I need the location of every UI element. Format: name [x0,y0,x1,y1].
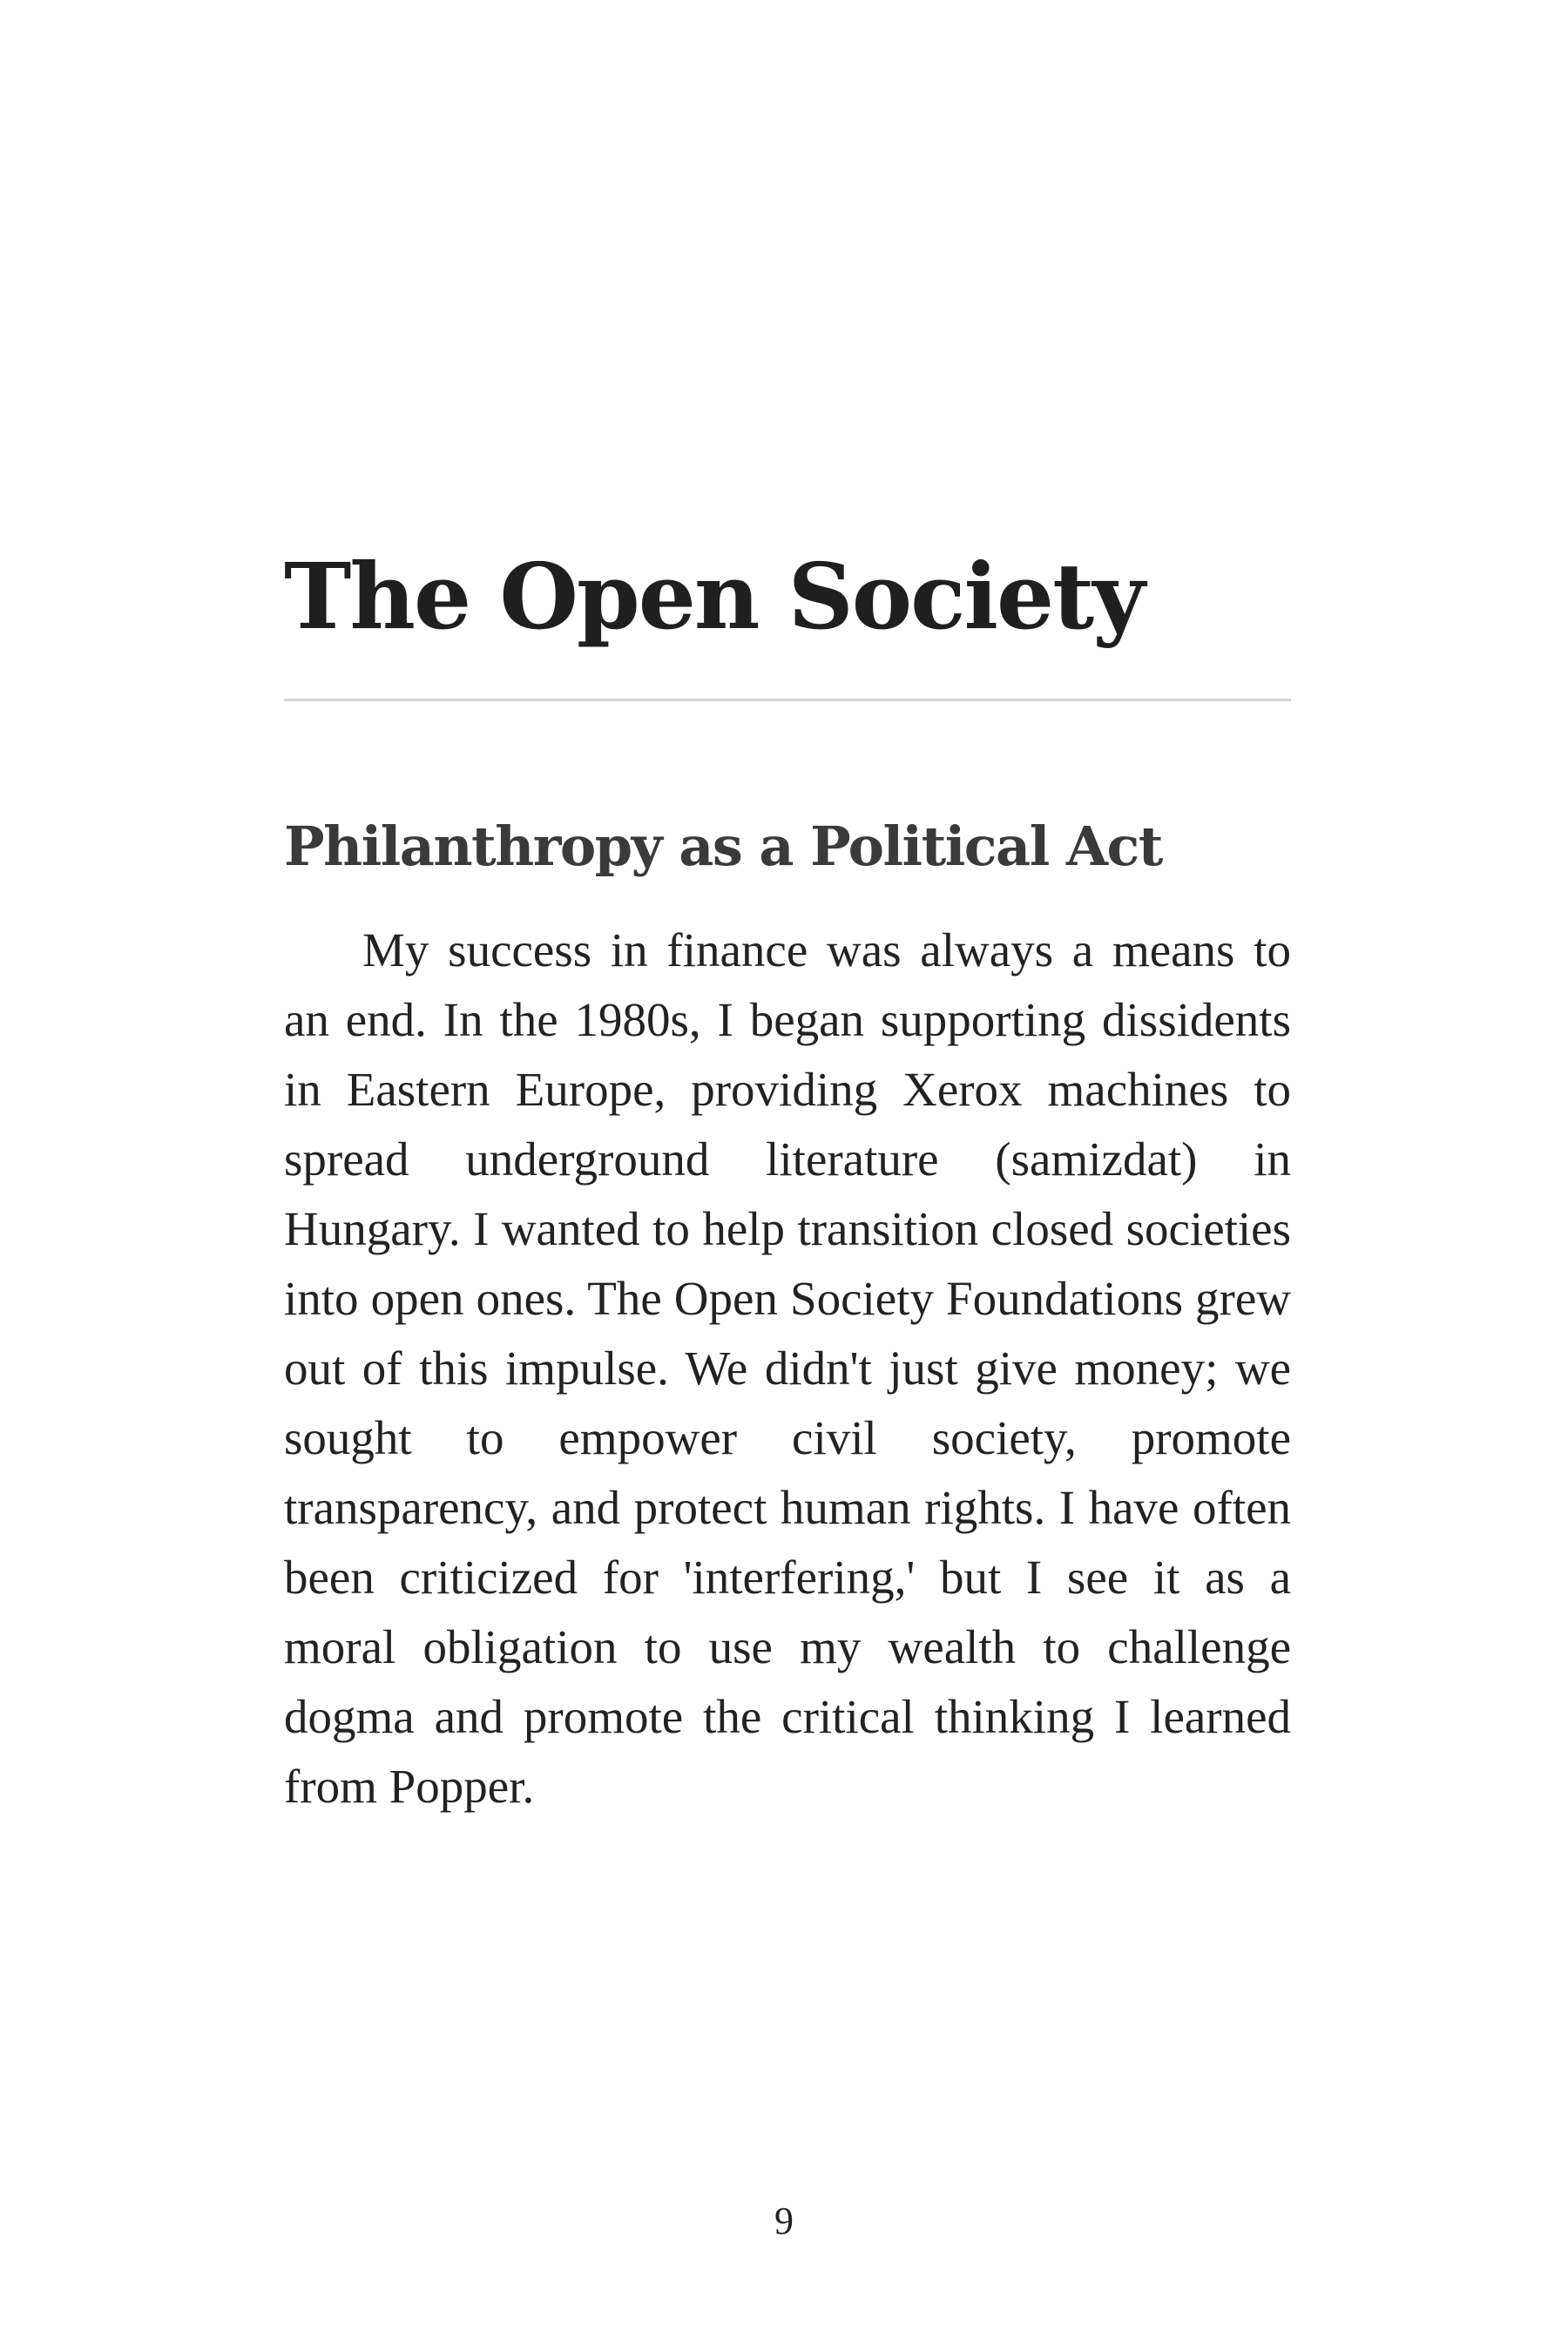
section-heading: Philanthropy as a Political Act [284,814,1162,878]
page-content [284,531,1291,1821]
title-divider [284,699,1291,701]
chapter-title: The Open Society [284,543,1144,650]
page-number: 9 [774,2200,794,2242]
body-paragraph: My success in finance was always a means to an end. In the 1980s, I began supporting dissidents in Eastern Europe, providing Xerox machines to spread underground literature (samizdat) in Hungary. I wanted to help transition closed societies into open ones. The Open Society Foundations grew out of this impulse. We didn't just give money; we sought to empower civil society, promote transparency, and protect human rights. I have often been criticized for 'interfering,' but I see it as a moral obligation to use my wealth to challenge dogma and promote the critical thinking I learned from Popper. [284,923,1291,1813]
